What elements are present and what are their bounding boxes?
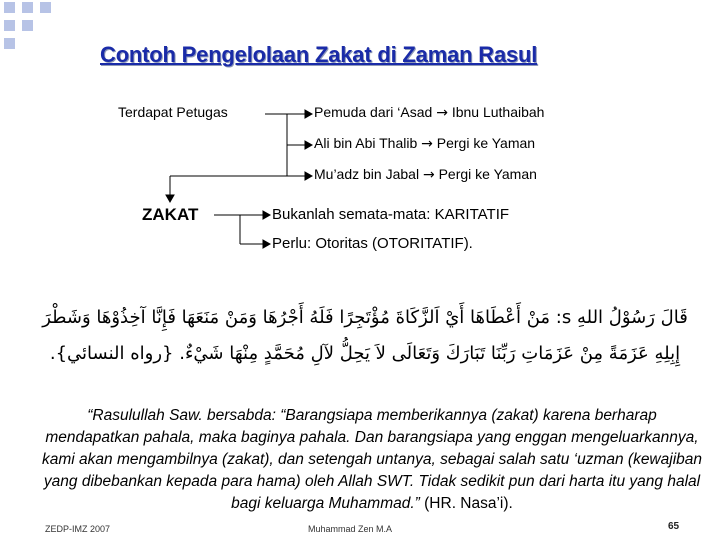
- translation-text: “Rasulullah Saw. bersabda: “Barangsiapa memberikannya (zakat) karena berharap mendapatkan pahala, maka baginya pahala. Dan barangsiapa yang enggan mengeluarkannya, kami akan mengambilnya (zakat), dan setengah untanya, sebagai salah satu ‘uzman (kewajiban yang dibebankan kepada para hama) oleh Allah SWT. Tidak sedikit pun dari harta itu yang halal bagi keluarga Muhammad.”: [42, 407, 702, 512]
- slide-title: Contoh Pengelolaan Zakat di Zaman Rasul: [100, 42, 538, 67]
- petugas-item: Ali bin Abi Thalib → Pergi ke Yaman: [314, 135, 536, 152]
- zakat-point: Bukanlah semata-mata: KARITATIF: [272, 206, 510, 223]
- hadith-translation: [40, 405, 704, 515]
- footer-left: ZEDP-IMZ 2007: [45, 524, 111, 534]
- zakat-point: Perlu: Otoritas (OTORITATIF).: [272, 235, 473, 252]
- arrow-right-icon: →: [436, 105, 448, 121]
- footer-center: Muhammad Zen M.A: [308, 524, 393, 534]
- petugas-item: Mu’adz bin Jabal → Pergi ke Yaman: [314, 166, 537, 183]
- hadith-arabic: قَالَ رَسُوْلُ اللهِ s: مَنْ أَعْطَاهَا أَيْ اَلزَّكَاةَ مُؤْتَجِرًا فَلَهُ أَجْرُهَا وَمَنْ مَنَعَهَا فَإِنَّا آخِذُوْهَا وَشَطْرَ إِبِلِهِ عَزَمَةً مِنْ عَزَمَاتِ رَبِّنَا تَبَارَكَ وَتَعَالَى لاَ يَحِلُّ لآلِ مُحَمَّدٍ مِنْهَا شَيْءٌ. {رواه النسائي}.: [42, 307, 688, 364]
- zakat-label: ZAKAT: [142, 205, 199, 224]
- hadith-reference: (HR. Nasa’i).: [424, 495, 513, 512]
- arrow-right-icon: →: [421, 136, 433, 152]
- petugas-label: Terdapat Petugas: [118, 104, 228, 120]
- arrow-right-icon: →: [422, 167, 435, 183]
- petugas-item: Pemuda dari ‘Asad → Ibnu Luthaibah: [314, 104, 545, 121]
- page-number: 65: [668, 521, 680, 532]
